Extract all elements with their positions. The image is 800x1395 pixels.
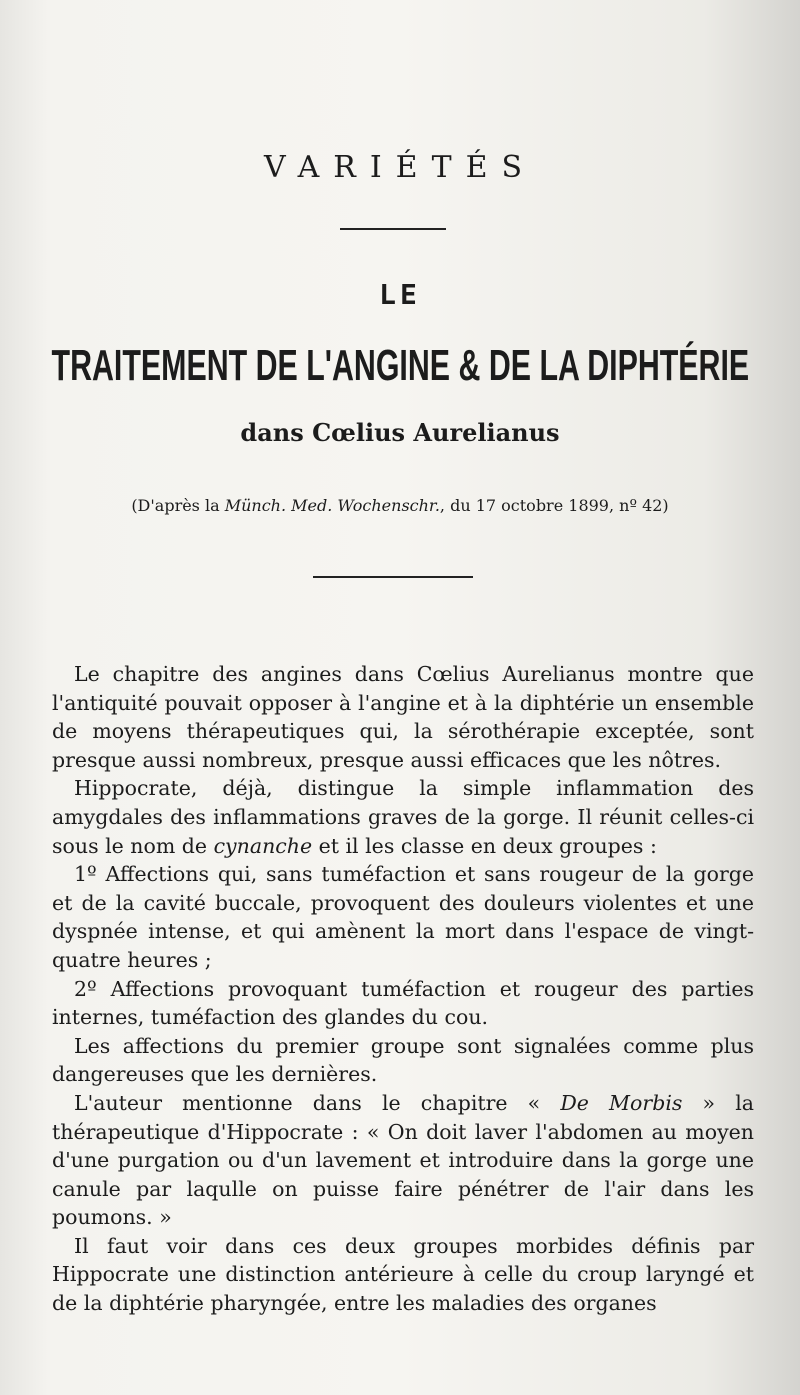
paragraph — [52, 1089, 754, 1232]
paragraph — [52, 1232, 754, 1318]
paragraph-emphasis: cynanche — [213, 833, 313, 858]
paragraph-text: 2º Affections provoquant tuméfaction et rougeur des parties internes, tuméfaction des glandes du cou. — [52, 976, 754, 1030]
paragraph-emphasis: De Morbis — [560, 1090, 683, 1115]
divider-rule — [313, 576, 473, 578]
article-body — [52, 660, 754, 1318]
paragraph-text: Hippocrate, déjà, distingue la simple inflammation des amygdales des inflammations graves de la gorge. Il réunit celles-ci sous le nom de — [52, 776, 754, 858]
article-headline: TRAITEMENT DE L'ANGINE & DE LA DIPHTÉRIE — [51, 341, 750, 390]
paragraph-text: » la thérapeutique d'Hippocrate : « On doit laver l'abdomen au moyen d'une purgation ou d'un lavement et introduire dans la gorge une canule par laqulle on puisse faire pénétrer de l'air dans les poumons. » — [52, 1090, 754, 1230]
source-suffix: , du 17 octobre 1899, nº 42) — [439, 496, 669, 515]
paragraph — [52, 774, 754, 860]
paragraph-text: et il les classe en deux groupes : — [312, 833, 657, 858]
paragraph-text: Il faut voir dans ces deux groupes morbides définis par Hippocrate une distinction antérieure à celle du croup laryngé et de la diphtérie pharyngée, entre les maladies des organes — [52, 1233, 754, 1316]
article-subtitle: dans Cœlius Aurelianus — [240, 418, 560, 447]
source-journal: Münch. Med. Wochenschr. — [224, 496, 440, 515]
section-title: VARIÉTÉS — [263, 150, 537, 185]
source-citation — [0, 496, 800, 515]
paragraph-text: Les affections du premier groupe sont signalées comme plus dangereuses que les dernières. — [52, 1033, 754, 1087]
paragraph — [52, 660, 754, 774]
article-label: LE — [379, 278, 421, 311]
divider-rule — [340, 228, 446, 230]
paragraph — [52, 860, 754, 974]
paragraph-text: L'auteur mentionne dans le chapitre « — [74, 1090, 561, 1115]
paragraph-text: Le chapitre des angines dans Cœlius Aurelianus montre que l'antiquité pouvait opposer à l'angine et à la diphtérie un ensemble de moyens thérapeutiques qui, la sérothérapie exceptée, sont presque aussi nombreux, presque aussi efficaces que les nôtres. — [52, 662, 754, 772]
paragraph — [52, 1032, 754, 1089]
paragraph — [52, 975, 754, 1032]
source-prefix: (D'après la — [131, 496, 225, 515]
paragraph-text: 1º Affections qui, sans tuméfaction et sans rougeur de la gorge et de la cavité buccale, provoquent des douleurs violentes et une dyspnée intense, et qui amènent la mort dans l'espace de vingt-quatre heures ; — [52, 862, 754, 972]
